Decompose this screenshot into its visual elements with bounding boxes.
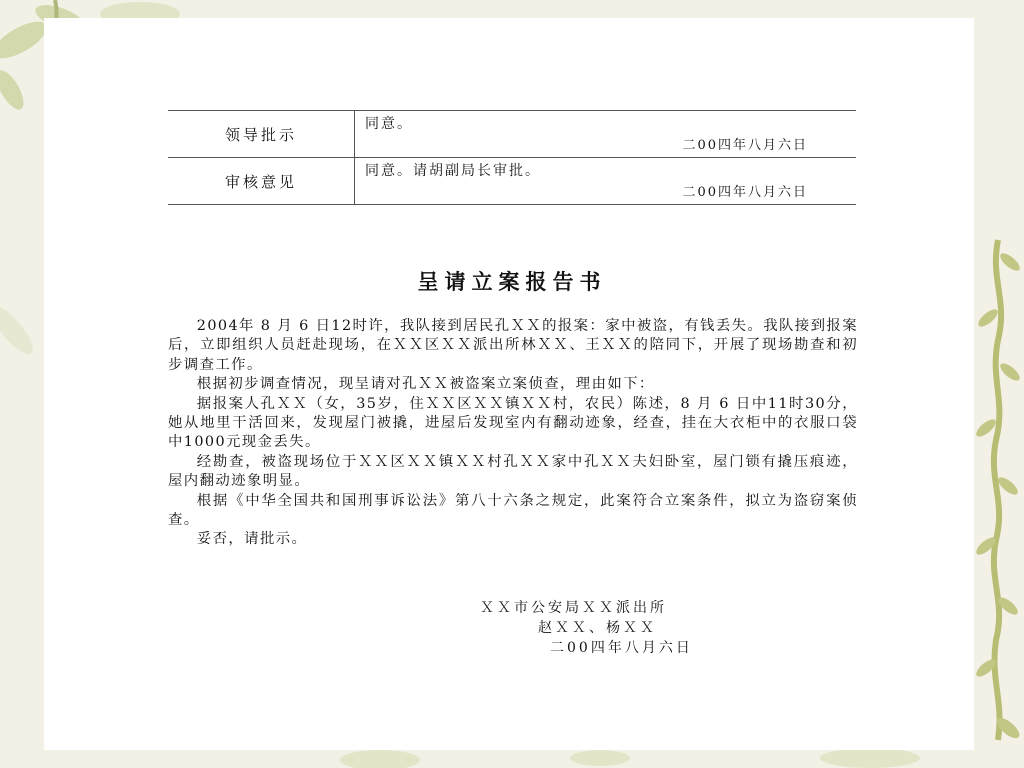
report-paragraph: 根据《中华全国共和国刑事诉讼法》第八十六条之规定，此案符合立案条件，拟立为盗窃案侦查。 bbox=[168, 492, 858, 529]
signature-block bbox=[480, 598, 810, 658]
report-paragraph: 根据初步调查情况，现呈请对孔ＸＸ被盗案立案侦查，理由如下： bbox=[196, 376, 655, 393]
report-title: 呈请立案报告书 bbox=[417, 269, 607, 294]
approval-row-review bbox=[168, 157, 856, 204]
signature-unit: ＸＸ市公安局ＸＸ派出所 bbox=[480, 600, 667, 616]
approval-label: 审核意见 bbox=[168, 158, 355, 204]
report-paragraph: 2004年 8 月 6 日12时许，我队接到居民孔ＸＸ的报案：家中被盗，有钱丢失。我队接到报案后，立即组织人员赶赴现场，在ＸＸ区ＸＸ派出所林ＸＸ、王ＸＸ的陪同下，开展了现场勘查和初步调查工作。 bbox=[168, 318, 858, 373]
approval-opinion: 同意。 bbox=[365, 116, 413, 132]
approval-cell bbox=[355, 111, 856, 157]
approval-cell bbox=[355, 158, 856, 204]
report-body bbox=[168, 317, 858, 550]
signature-officers: 赵ＸＸ、杨ＸＸ bbox=[538, 620, 657, 636]
approval-table bbox=[168, 110, 856, 205]
signature-date: 二00四年八月六日 bbox=[550, 640, 693, 656]
approval-row-leader bbox=[168, 111, 856, 157]
approval-opinion: 同意。请胡副局长审批。 bbox=[365, 163, 541, 179]
report-paragraph: 经勘查，被盗现场位于ＸＸ区ＸＸ镇ＸＸ村孔ＸＸ家中孔ＸＸ夫妇卧室，屋门锁有撬压痕迹，屋内翻动迹象明显。 bbox=[168, 453, 858, 490]
approval-date: 二00四年八月六日 bbox=[682, 138, 808, 153]
report-paragraph: 据报案人孔ＸＸ（女，35岁，住ＸＸ区ＸＸ镇ＸＸ村，农民）陈述，8 月 6 日中11时30分，她从地里干活回来，发现屋门被撬，进屋后发现室内有翻动迹象，经查，挂在大衣柜中的衣服口袋中1000元现金丢失。 bbox=[168, 395, 858, 451]
approval-date: 二00四年八月六日 bbox=[682, 185, 808, 200]
report-paragraph: 妥否，请批示。 bbox=[196, 531, 308, 548]
approval-label: 领导批示 bbox=[168, 111, 355, 157]
